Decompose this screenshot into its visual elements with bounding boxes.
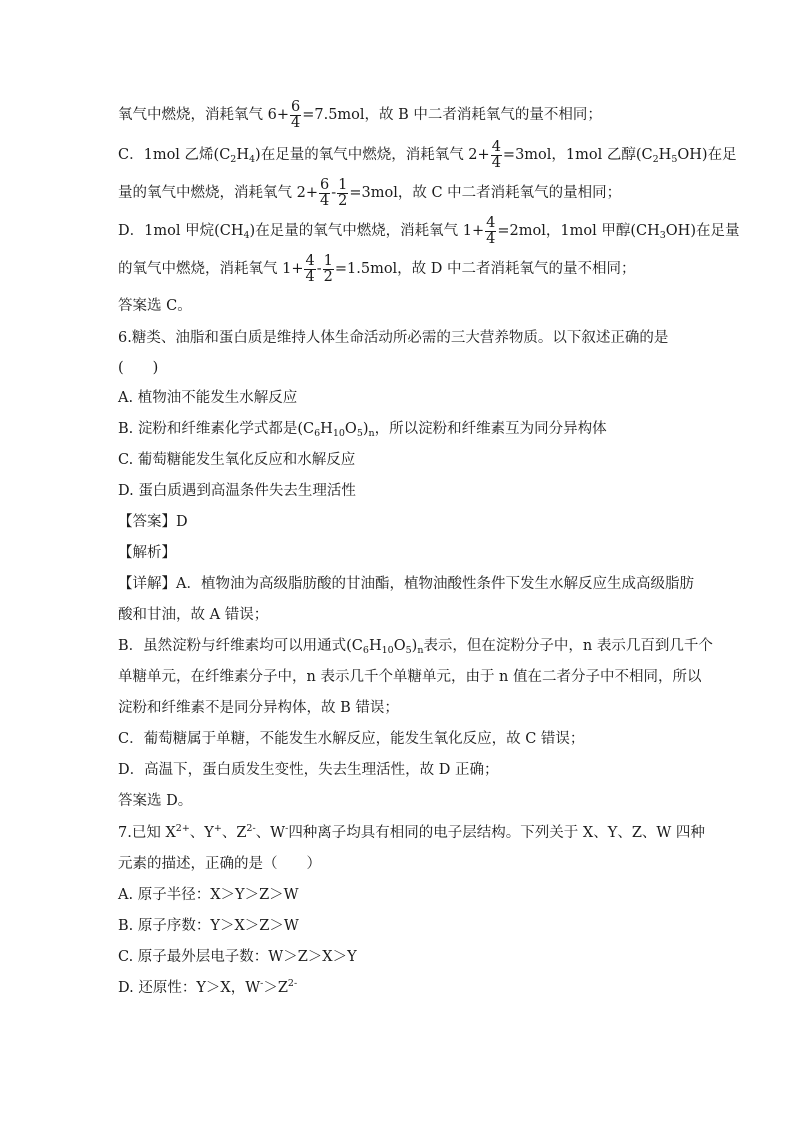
subscript: 5	[671, 154, 678, 165]
q7-option-d	[118, 978, 678, 998]
q6-analysis-label: 【解析】	[118, 545, 176, 561]
q7-stem-1	[118, 823, 705, 843]
subscript: 4	[243, 230, 250, 241]
superscript: +	[213, 823, 222, 834]
carry-line-d1	[118, 214, 740, 248]
text: ，所以淀粉和纤维素互为同分异构体	[374, 421, 607, 437]
frac-num: 1	[338, 176, 348, 193]
subscript: 10	[381, 645, 394, 656]
text: -	[316, 261, 322, 277]
frac-num: 6	[319, 176, 330, 193]
q6-explain-7: D．高温下，蛋白质发生变性，失去生理活性，故 D 正确；	[118, 762, 499, 778]
superscript: 2-	[246, 823, 256, 834]
q7-stem-2: 元素的描述，正确的是（ ）	[118, 856, 321, 872]
superscript: -	[285, 823, 289, 834]
text: 、W	[255, 825, 286, 841]
text: )在足量的氧气中燃烧，消耗氧气 2+	[255, 147, 490, 163]
fraction	[485, 216, 496, 247]
q6-explain-2: 酸和甘油，故 A 错误；	[118, 607, 269, 623]
q6-option-a: A. 植物油不能发生水解反应	[118, 390, 298, 406]
text: -	[331, 185, 337, 201]
fraction	[290, 100, 301, 131]
q6-explain-3	[118, 636, 713, 656]
q7-option-c: C. 原子最外层电子数：W＞Z＞X＞Y	[118, 949, 357, 965]
frac-num: 4	[486, 214, 496, 231]
text: 量的氧气中燃烧，消耗氧气 2+	[118, 185, 318, 201]
fraction	[304, 254, 315, 285]
frac-num: 4	[305, 252, 315, 269]
q7-option-a: A. 原子半径：X＞Y＞Z＞W	[118, 887, 299, 903]
q6-answer: 【答案】D	[118, 514, 188, 530]
frac-num: 4	[491, 138, 501, 155]
text: O	[344, 421, 357, 437]
subscript: 2	[652, 154, 659, 165]
text: 7.已知 X	[118, 825, 176, 841]
frac-den: 4	[486, 230, 496, 247]
text: C．1mol 乙烯(C	[118, 147, 231, 163]
q7-option-b: B. 原子序数：Y＞X＞Z＞W	[118, 918, 299, 934]
text: 、Z	[221, 825, 247, 841]
text: H	[368, 638, 382, 654]
text: =3mol，1mol 乙醇(C	[502, 147, 653, 163]
superscript: -	[260, 978, 264, 989]
text: )	[411, 638, 418, 654]
subscript: 2	[230, 154, 237, 165]
text: O	[393, 638, 406, 654]
text: H	[658, 147, 672, 163]
text: )在足量的氧气中燃烧，消耗氧气 1+	[249, 223, 485, 239]
q6-explain-1: 【详解】A．植物油为高级脂肪酸的甘油酯，植物油酸性条件下发生水解反应生成高级脂肪	[118, 576, 694, 592]
carry-answer: 答案选 C。	[118, 298, 192, 314]
frac-den: 4	[491, 154, 501, 171]
text: =1.5mol，故 D 中二者消耗氧气的量不相同；	[334, 261, 636, 277]
text: =3mol，故 C 中二者消耗氧气的量相同；	[349, 185, 622, 201]
text: 氧气中燃烧，消耗氧气 6+	[118, 107, 289, 123]
q6-explain-5: 淀粉和纤维素不是同分异构体，故 B 错误；	[118, 700, 399, 716]
text: D. 还原性：Y＞X，W	[118, 980, 261, 996]
text: D．1mol 甲烷(CH	[118, 223, 244, 239]
q6-option-c: C. 葡萄糖能发生氧化反应和水解反应	[118, 452, 356, 468]
text: =2mol，1mol 甲醇(CH	[497, 223, 660, 239]
text: 、Y	[189, 825, 214, 841]
q6-explain-6: C．葡萄糖属于单糖，不能发生水解反应，能发生氧化反应，故 C 错误；	[118, 731, 585, 747]
text: 表示，但在淀粉分子中，n 表示几百到几千个	[423, 638, 713, 654]
q6-stem: 6.糖类、油脂和蛋白质是维持人体生命活动所必需的三大营养物质。以下叙述正确的是	[118, 330, 669, 346]
frac-num: 1	[323, 252, 333, 269]
subscript: 5	[405, 645, 412, 656]
text: )	[362, 421, 369, 437]
fraction	[319, 178, 330, 209]
subscript: n	[368, 428, 375, 439]
carry-line-c1	[118, 138, 737, 172]
frac-den: 4	[305, 268, 315, 285]
q6-explain-8: 答案选 D。	[118, 793, 193, 809]
subscript: n	[417, 645, 424, 656]
subscript: 10	[332, 428, 345, 439]
text: 的氧气中燃烧，消耗氧气 1+	[118, 261, 304, 277]
carry-line-c2	[118, 176, 678, 210]
frac-den: 2	[323, 268, 333, 285]
fraction	[323, 254, 334, 285]
frac-den: 2	[338, 192, 348, 209]
fraction	[337, 178, 348, 209]
frac-den: 4	[290, 114, 301, 131]
subscript: 6	[314, 428, 321, 439]
carry-line-d2	[118, 252, 678, 286]
subscript: 5	[356, 428, 363, 439]
text: ＞Z	[263, 980, 288, 996]
subscript: 3	[659, 230, 666, 241]
subscript: 4	[249, 154, 256, 165]
text: OH)在足量	[665, 223, 740, 239]
subscript: 6	[362, 645, 369, 656]
superscript: 2-	[287, 978, 298, 989]
superscript: 2+	[175, 823, 190, 834]
frac-num: 6	[290, 98, 301, 115]
text: B．虽然淀粉与纤维素均可以用通式(C	[118, 638, 363, 654]
page-content	[118, 98, 740, 998]
text: H	[236, 147, 249, 163]
text: =7.5mol，故 B 中二者消耗氧气的量不相同；	[302, 107, 602, 123]
q6-stem-bracket: ( )	[118, 360, 159, 376]
fraction	[491, 140, 502, 171]
text: 四种离子均具有相同的电子层结构。下列关于 X、Y、Z、W 四种	[288, 825, 705, 841]
frac-den: 4	[319, 192, 330, 209]
q6-explain-4: 单糖单元，在纤维素分子中，n 表示几千个单糖单元，由于 n 值在二者分子中不相同，所以	[118, 669, 702, 685]
q6-option-d: D. 蛋白质遇到高温条件失去生理活性	[118, 483, 356, 499]
carry-line-1	[118, 98, 678, 132]
text: OH)在足	[677, 147, 737, 163]
text: B. 淀粉和纤维素化学式都是(C	[118, 421, 315, 437]
q6-option-b	[118, 419, 678, 439]
text: H	[320, 421, 333, 437]
